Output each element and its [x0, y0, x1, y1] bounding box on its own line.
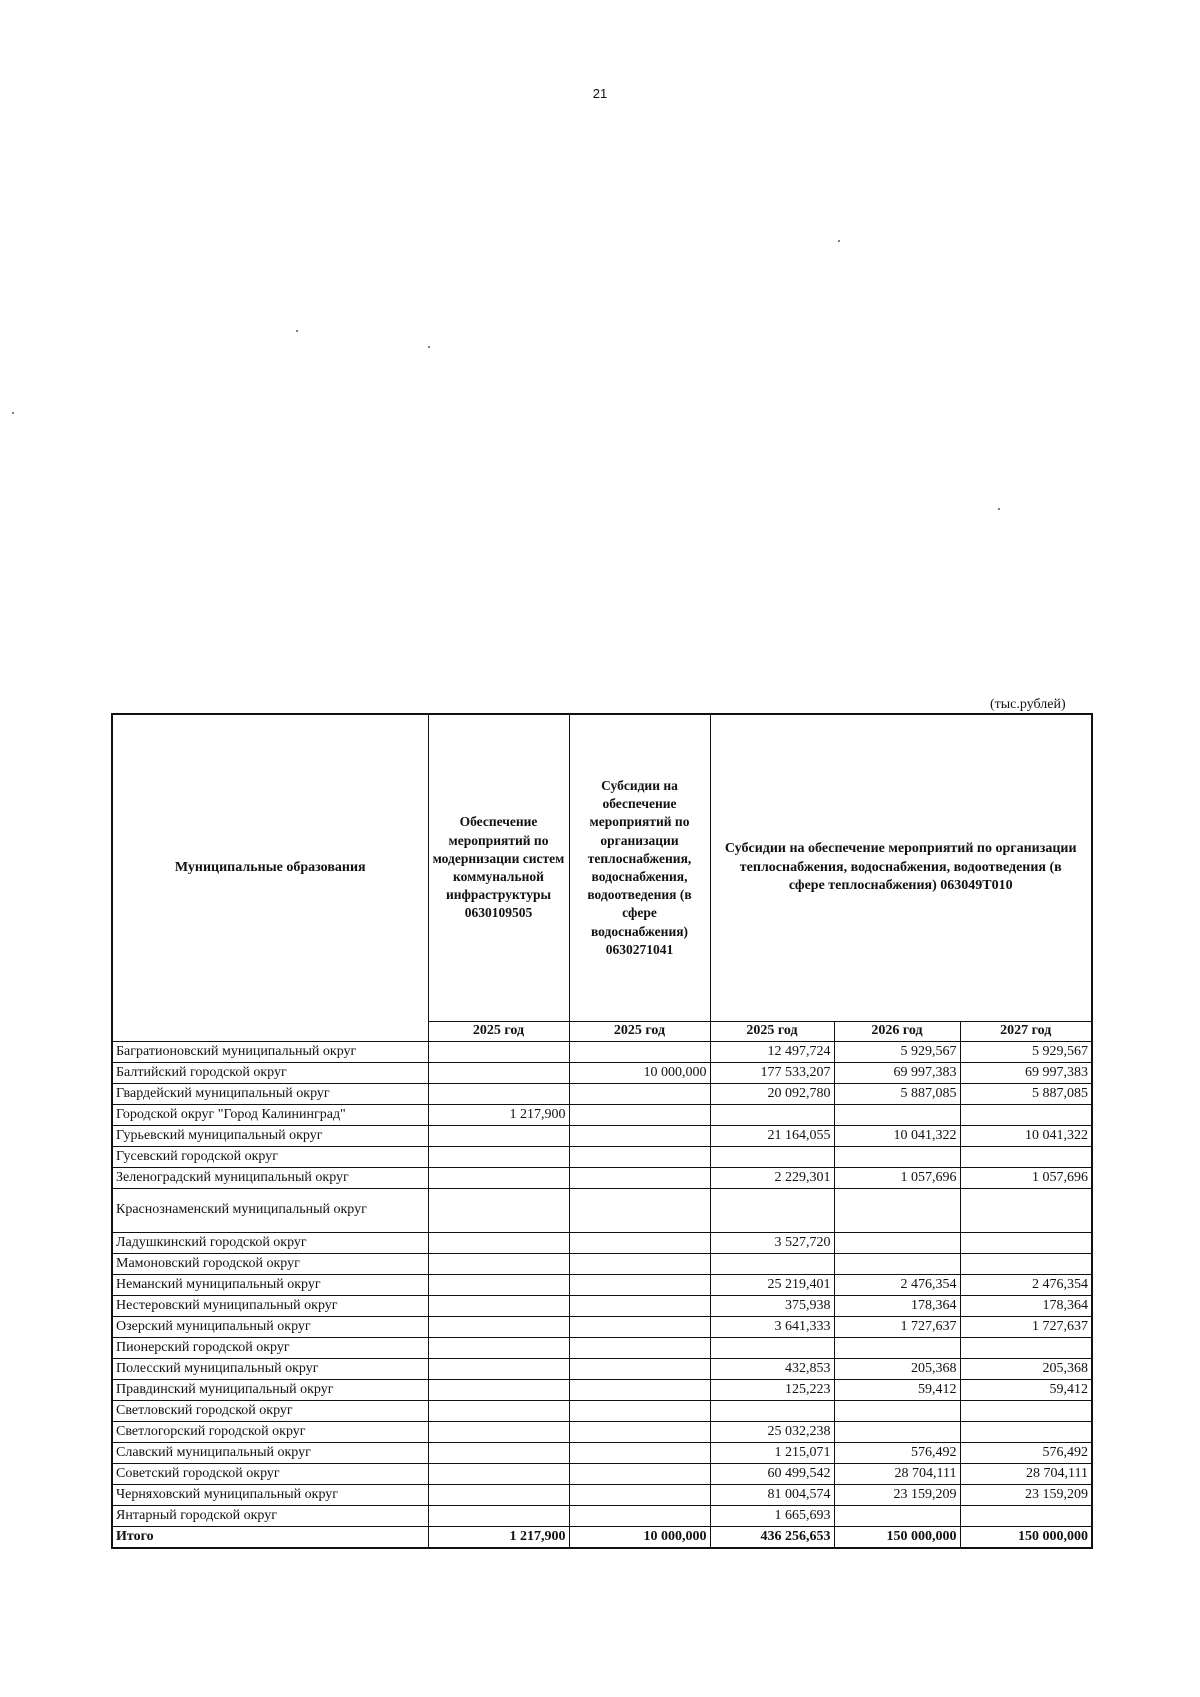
amount-cell: 205,368 — [834, 1358, 960, 1379]
municipality-name: Багратионовский муниципальный округ — [112, 1041, 428, 1062]
amount-cell — [834, 1253, 960, 1274]
amount-cell — [834, 1337, 960, 1358]
amount-cell — [428, 1062, 569, 1083]
municipality-name: Гурьевский муниципальный округ — [112, 1125, 428, 1146]
amount-cell — [428, 1041, 569, 1062]
amount-cell: 25 219,401 — [710, 1274, 834, 1295]
amount-cell: 69 997,383 — [960, 1062, 1092, 1083]
scan-speck — [296, 330, 298, 332]
amount-cell: 1 665,693 — [710, 1505, 834, 1526]
amount-cell — [569, 1442, 710, 1463]
amount-cell: 81 004,574 — [710, 1484, 834, 1505]
table-row — [112, 1062, 1092, 1083]
municipality-name: Гвардейский муниципальный округ — [112, 1083, 428, 1104]
total-amount-cell: 10 000,000 — [569, 1526, 710, 1548]
amount-cell — [834, 1505, 960, 1526]
header-year: 2027 год — [960, 1022, 1092, 1042]
total-row — [112, 1526, 1092, 1548]
table-years-row — [112, 1022, 1092, 1042]
amount-cell: 59,412 — [960, 1379, 1092, 1400]
header-year: 2025 год — [710, 1022, 834, 1042]
table-row — [112, 1253, 1092, 1274]
amount-cell — [428, 1316, 569, 1337]
amount-cell — [569, 1083, 710, 1104]
table-row — [112, 1400, 1092, 1421]
amount-cell: 1 727,637 — [834, 1316, 960, 1337]
amount-cell — [834, 1104, 960, 1125]
amount-cell: 3 641,333 — [710, 1316, 834, 1337]
amount-cell: 28 704,111 — [834, 1463, 960, 1484]
amount-cell — [428, 1125, 569, 1146]
amount-cell: 178,364 — [834, 1295, 960, 1316]
amount-cell — [428, 1083, 569, 1104]
unit-label: (тыс.рублей) — [990, 697, 1066, 712]
amount-cell — [428, 1379, 569, 1400]
municipality-name: Черняховский муниципальный округ — [112, 1484, 428, 1505]
municipality-name: Пионерский городской округ — [112, 1337, 428, 1358]
amount-cell — [428, 1295, 569, 1316]
amount-cell: 12 497,724 — [710, 1041, 834, 1062]
header-col-modernization: Обеспечение мероприятий по модернизации систем коммунальной инфраструктуры 0630109505 — [428, 714, 569, 1022]
amount-cell — [569, 1125, 710, 1146]
amount-cell — [569, 1400, 710, 1421]
table-row — [112, 1442, 1092, 1463]
amount-cell: 21 164,055 — [710, 1125, 834, 1146]
amount-cell: 177 533,207 — [710, 1062, 834, 1083]
amount-cell — [569, 1146, 710, 1167]
table-row — [112, 1379, 1092, 1400]
amount-cell: 576,492 — [834, 1442, 960, 1463]
amount-cell: 59,412 — [834, 1379, 960, 1400]
table-row — [112, 1337, 1092, 1358]
amount-cell — [710, 1253, 834, 1274]
municipality-name: Озерский муниципальный округ — [112, 1316, 428, 1337]
amount-cell: 10 000,000 — [569, 1062, 710, 1083]
municipality-name: Янтарный городской округ — [112, 1505, 428, 1526]
amount-cell — [834, 1188, 960, 1232]
total-label: Итого — [112, 1526, 428, 1548]
scan-speck — [428, 346, 430, 348]
municipality-name: Ладушкинский городской округ — [112, 1232, 428, 1253]
page-number: 21 — [592, 86, 608, 101]
table-row — [112, 1104, 1092, 1125]
amount-cell — [960, 1337, 1092, 1358]
scan-speck — [998, 508, 1000, 510]
amount-cell — [569, 1463, 710, 1484]
amount-cell: 23 159,209 — [960, 1484, 1092, 1505]
amount-cell: 2 476,354 — [834, 1274, 960, 1295]
amount-cell — [428, 1232, 569, 1253]
amount-cell — [834, 1421, 960, 1442]
amount-cell: 125,223 — [710, 1379, 834, 1400]
amount-cell — [710, 1337, 834, 1358]
municipality-name: Городской округ "Город Калининград" — [112, 1104, 428, 1125]
amount-cell: 178,364 — [960, 1295, 1092, 1316]
table-row — [112, 1421, 1092, 1442]
amount-cell — [834, 1400, 960, 1421]
amount-cell — [834, 1146, 960, 1167]
amount-cell: 432,853 — [710, 1358, 834, 1379]
subsidy-table — [111, 713, 1093, 1549]
table-row — [112, 1505, 1092, 1526]
amount-cell — [569, 1167, 710, 1188]
amount-cell: 60 499,542 — [710, 1463, 834, 1484]
table-row — [112, 1188, 1092, 1232]
table-row — [112, 1146, 1092, 1167]
amount-cell — [960, 1421, 1092, 1442]
amount-cell — [569, 1358, 710, 1379]
amount-cell: 3 527,720 — [710, 1232, 834, 1253]
total-amount-cell: 1 217,900 — [428, 1526, 569, 1548]
amount-cell — [710, 1188, 834, 1232]
municipality-name: Неманский муниципальный округ — [112, 1274, 428, 1295]
amount-cell — [428, 1400, 569, 1421]
amount-cell — [569, 1421, 710, 1442]
amount-cell: 1 217,900 — [428, 1104, 569, 1125]
municipality-name: Светлогорский городской округ — [112, 1421, 428, 1442]
municipality-name: Балтийский городской округ — [112, 1062, 428, 1083]
amount-cell — [428, 1253, 569, 1274]
amount-cell: 28 704,111 — [960, 1463, 1092, 1484]
amount-cell — [710, 1400, 834, 1421]
amount-cell — [569, 1379, 710, 1400]
amount-cell: 576,492 — [960, 1442, 1092, 1463]
amount-cell — [428, 1146, 569, 1167]
municipality-name: Советский городской округ — [112, 1463, 428, 1484]
amount-cell — [710, 1104, 834, 1125]
municipality-name: Зеленоградский муниципальный округ — [112, 1167, 428, 1188]
amount-cell: 5 929,567 — [960, 1041, 1092, 1062]
amount-cell: 10 041,322 — [834, 1125, 960, 1146]
header-year: 2025 год — [569, 1022, 710, 1042]
amount-cell — [428, 1167, 569, 1188]
municipality-name: Гусевский городской округ — [112, 1146, 428, 1167]
table-header-row — [112, 714, 1092, 1022]
amount-cell — [428, 1463, 569, 1484]
header-year: 2025 год — [428, 1022, 569, 1042]
municipality-name: Славский муниципальный округ — [112, 1442, 428, 1463]
municipality-name: Мамоновский городской округ — [112, 1253, 428, 1274]
amount-cell: 20 092,780 — [710, 1083, 834, 1104]
amount-cell — [834, 1232, 960, 1253]
amount-cell — [428, 1484, 569, 1505]
total-amount-cell: 150 000,000 — [834, 1526, 960, 1548]
table-row — [112, 1125, 1092, 1146]
amount-cell: 25 032,238 — [710, 1421, 834, 1442]
total-amount-cell: 150 000,000 — [960, 1526, 1092, 1548]
municipality-name: Правдинский муниципальный округ — [112, 1379, 428, 1400]
amount-cell — [428, 1358, 569, 1379]
amount-cell: 2 476,354 — [960, 1274, 1092, 1295]
table-row — [112, 1484, 1092, 1505]
amount-cell: 5 887,085 — [960, 1083, 1092, 1104]
amount-cell — [960, 1400, 1092, 1421]
amount-cell — [569, 1104, 710, 1125]
header-municipalities: Муниципальные образования — [112, 714, 428, 1022]
table-row — [112, 1463, 1092, 1484]
amount-cell — [428, 1337, 569, 1358]
amount-cell — [428, 1274, 569, 1295]
table-row — [112, 1167, 1092, 1188]
municipality-name: Нестеровский муниципальный округ — [112, 1295, 428, 1316]
amount-cell — [960, 1253, 1092, 1274]
table-body — [112, 1041, 1092, 1548]
amount-cell — [569, 1295, 710, 1316]
amount-cell — [428, 1442, 569, 1463]
amount-cell — [569, 1484, 710, 1505]
amount-cell — [960, 1104, 1092, 1125]
table-row — [112, 1083, 1092, 1104]
total-amount-cell: 436 256,653 — [710, 1526, 834, 1548]
amount-cell: 1 057,696 — [960, 1167, 1092, 1188]
amount-cell — [569, 1041, 710, 1062]
amount-cell: 375,938 — [710, 1295, 834, 1316]
amount-cell: 1 057,696 — [834, 1167, 960, 1188]
table-row — [112, 1358, 1092, 1379]
table-row — [112, 1316, 1092, 1337]
amount-cell: 23 159,209 — [834, 1484, 960, 1505]
amount-cell: 10 041,322 — [960, 1125, 1092, 1146]
amount-cell: 1 215,071 — [710, 1442, 834, 1463]
scan-speck — [838, 240, 840, 242]
amount-cell — [960, 1146, 1092, 1167]
amount-cell — [960, 1232, 1092, 1253]
municipality-name: Светловский городской округ — [112, 1400, 428, 1421]
table-row — [112, 1232, 1092, 1253]
header-col-heat-supply: Субсидии на обеспечение мероприятий по организации теплоснабжения, водоснабжения, водоотведения (в сфере теплоснабжения) 063049Т010 — [710, 714, 1092, 1022]
amount-cell — [569, 1337, 710, 1358]
amount-cell — [569, 1188, 710, 1232]
amount-cell — [428, 1188, 569, 1232]
amount-cell — [569, 1232, 710, 1253]
amount-cell — [428, 1505, 569, 1526]
table-row — [112, 1295, 1092, 1316]
municipality-name: Краснознаменский муниципальный округ — [112, 1188, 428, 1232]
header-year: 2026 год — [834, 1022, 960, 1042]
municipality-name: Полесский муниципальный округ — [112, 1358, 428, 1379]
table-row — [112, 1274, 1092, 1295]
header-col-water-supply: Субсидии на обеспечение мероприятий по организации теплоснабжения, водоснабжения, водоотведения (в сфере водоснабжения) 0630271041 — [569, 714, 710, 1022]
amount-cell: 2 229,301 — [710, 1167, 834, 1188]
amount-cell: 205,368 — [960, 1358, 1092, 1379]
amount-cell: 1 727,637 — [960, 1316, 1092, 1337]
amount-cell — [710, 1146, 834, 1167]
amount-cell — [960, 1188, 1092, 1232]
amount-cell — [569, 1253, 710, 1274]
table-row — [112, 1041, 1092, 1062]
amount-cell — [569, 1316, 710, 1337]
amount-cell — [569, 1505, 710, 1526]
amount-cell: 69 997,383 — [834, 1062, 960, 1083]
scan-speck — [12, 412, 14, 414]
amount-cell — [428, 1421, 569, 1442]
amount-cell: 5 929,567 — [834, 1041, 960, 1062]
amount-cell: 5 887,085 — [834, 1083, 960, 1104]
header-blank — [112, 1022, 428, 1042]
amount-cell — [960, 1505, 1092, 1526]
amount-cell — [569, 1274, 710, 1295]
